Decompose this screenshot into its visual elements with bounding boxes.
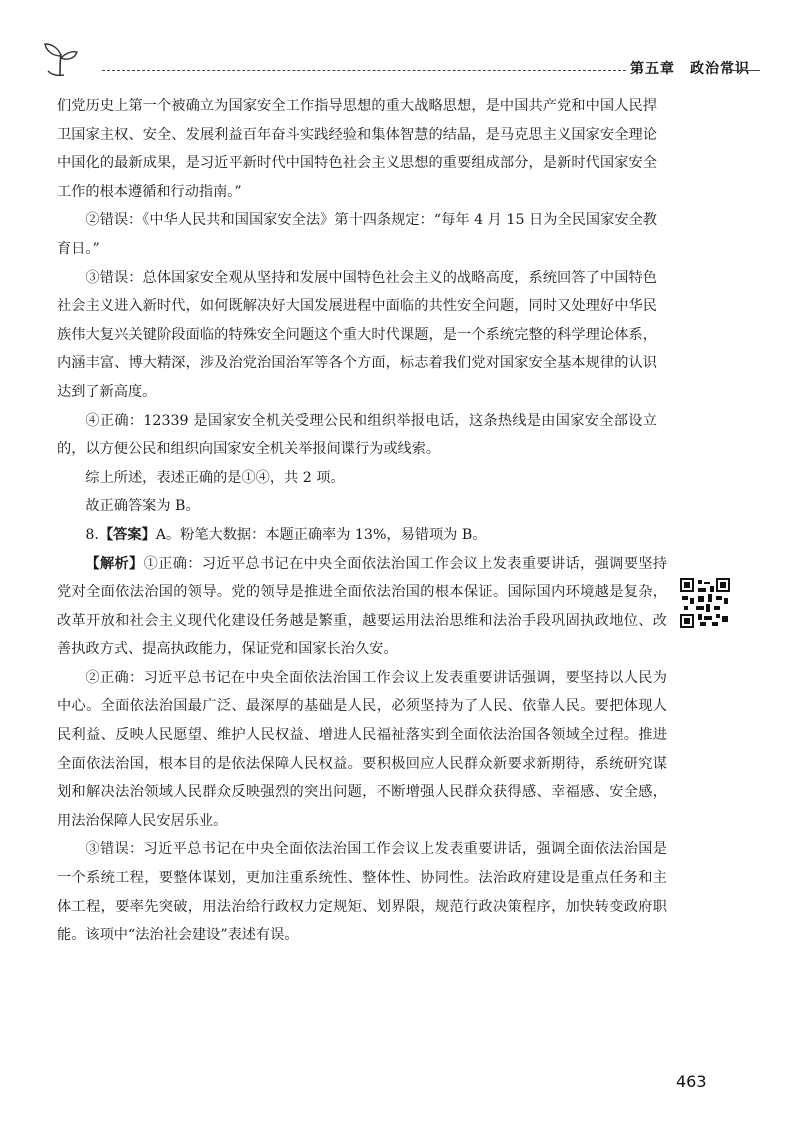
sprout-logo-icon	[40, 40, 80, 80]
analysis-paragraph: ②正确：习近平总书记在中央全面依法治国工作会议上发表重要讲话强调，要坚持以人民为中心。全面依法治国最广泛、最深厚的基础是人民，必须坚持为了人民、依靠人民。要把体现人民利益、反映人民愿望、维护人民权益、增进人民福祉落实到全面依法治国各领域全过程。推进全面依法治国，根本目的是依法保障人民权益。要积极回应人民群众新要求新期待，系统研究谋划和解决法治领域人民群众反映强烈的突出问题，不断增强人民群众获得感、幸福感、安全感，用法治保障人民安居乐业。	[57, 669, 667, 829]
analysis-text: ①正确：习近平总书记在中央全面依法治国工作会议上发表重要讲话，强调要坚持党对全面依法治国的领导。党的领导是推进全面依法治国的根本保证。国际国内环境越是复杂，改革开放和社会主义现代化建设任务越是繁重，越要运用法治思维和法治手段巩固执政地位、改善执政方式、提高执政能力，保证党和国家长治久安。	[57, 555, 667, 658]
page-number: 463	[676, 1072, 707, 1091]
question-8-answer	[57, 521, 657, 550]
qr-code-icon[interactable]	[680, 578, 730, 628]
paragraph: 们党历史上第一个被确立为国家安全工作指导思想的重大战略思想，是中国共产党和中国人民捍卫国家主权、安全、发展利益百年奋斗实践经验和集体智慧的结晶，是马克思主义国家安全理论中国化的最新成果，是习近平新时代中国特色社会主义思想的重要组成部分，是新时代国家安全工作的根本遵循和行动指南。”	[57, 98, 657, 200]
header-rule-end	[730, 70, 760, 71]
analysis-paragraph	[57, 550, 667, 664]
paragraph: 故正确答案为 B。	[85, 498, 200, 515]
paragraph: ③错误：总体国家安全观从坚持和发展中国特色社会主义的战略高度，系统回答了中国特色社会主义进入新时代，如何既解决好大国发展进程中面临的共性安全问题，同时又处理好中华民族伟大复兴关键阶段面临的特殊安全问题这个重大时代课题，是一个系统完整的科学理论体系，内涵丰富、博大精深，涉及治党治国治军等各个方面，标志着我们党对国家安全基本规律的认识达到了新高度。	[57, 269, 657, 400]
header-rule	[102, 70, 626, 71]
question-number: 8.	[85, 526, 99, 543]
page-header	[40, 40, 760, 80]
analysis-paragraph: ③错误：习近平总书记在中央全面依法治国工作会议上发表重要讲话，强调全面依法治国是一个系统工程，要整体谋划，更加注重系统性、整体性、协同性。法治政府建设是重点任务和主体工程，要率先突破，用法治给行政权力定规矩、划界限，规范行政决策程序，加快转变政府职能。该项中“法治社会建设”表述有误。	[57, 841, 667, 944]
page-body	[57, 92, 667, 950]
answer-tag: 【答案】	[98, 526, 156, 543]
question-8-analysis	[57, 550, 667, 950]
paragraph: ②错误：《中华人民共和国国家安全法》第十四条规定：“每年 4 月 15 日为全民国家安全教育日。”	[57, 212, 657, 257]
chapter-title: 第五章 政治常识	[630, 61, 750, 77]
answer-text: A。粉笔大数据：本题正确率为 13%，易错项为 B。	[155, 526, 487, 543]
analysis-tag: 【解析】	[85, 555, 144, 572]
paragraph: 综上所述，表述正确的是①④，共 2 项。	[85, 469, 345, 486]
paragraph: ④正确：12339 是国家安全机关受理公民和组织举报电话，这条热线是由国家安全部设立的，以方便公民和组织向国家安全机关举报间谍行为或线索。	[57, 412, 657, 458]
